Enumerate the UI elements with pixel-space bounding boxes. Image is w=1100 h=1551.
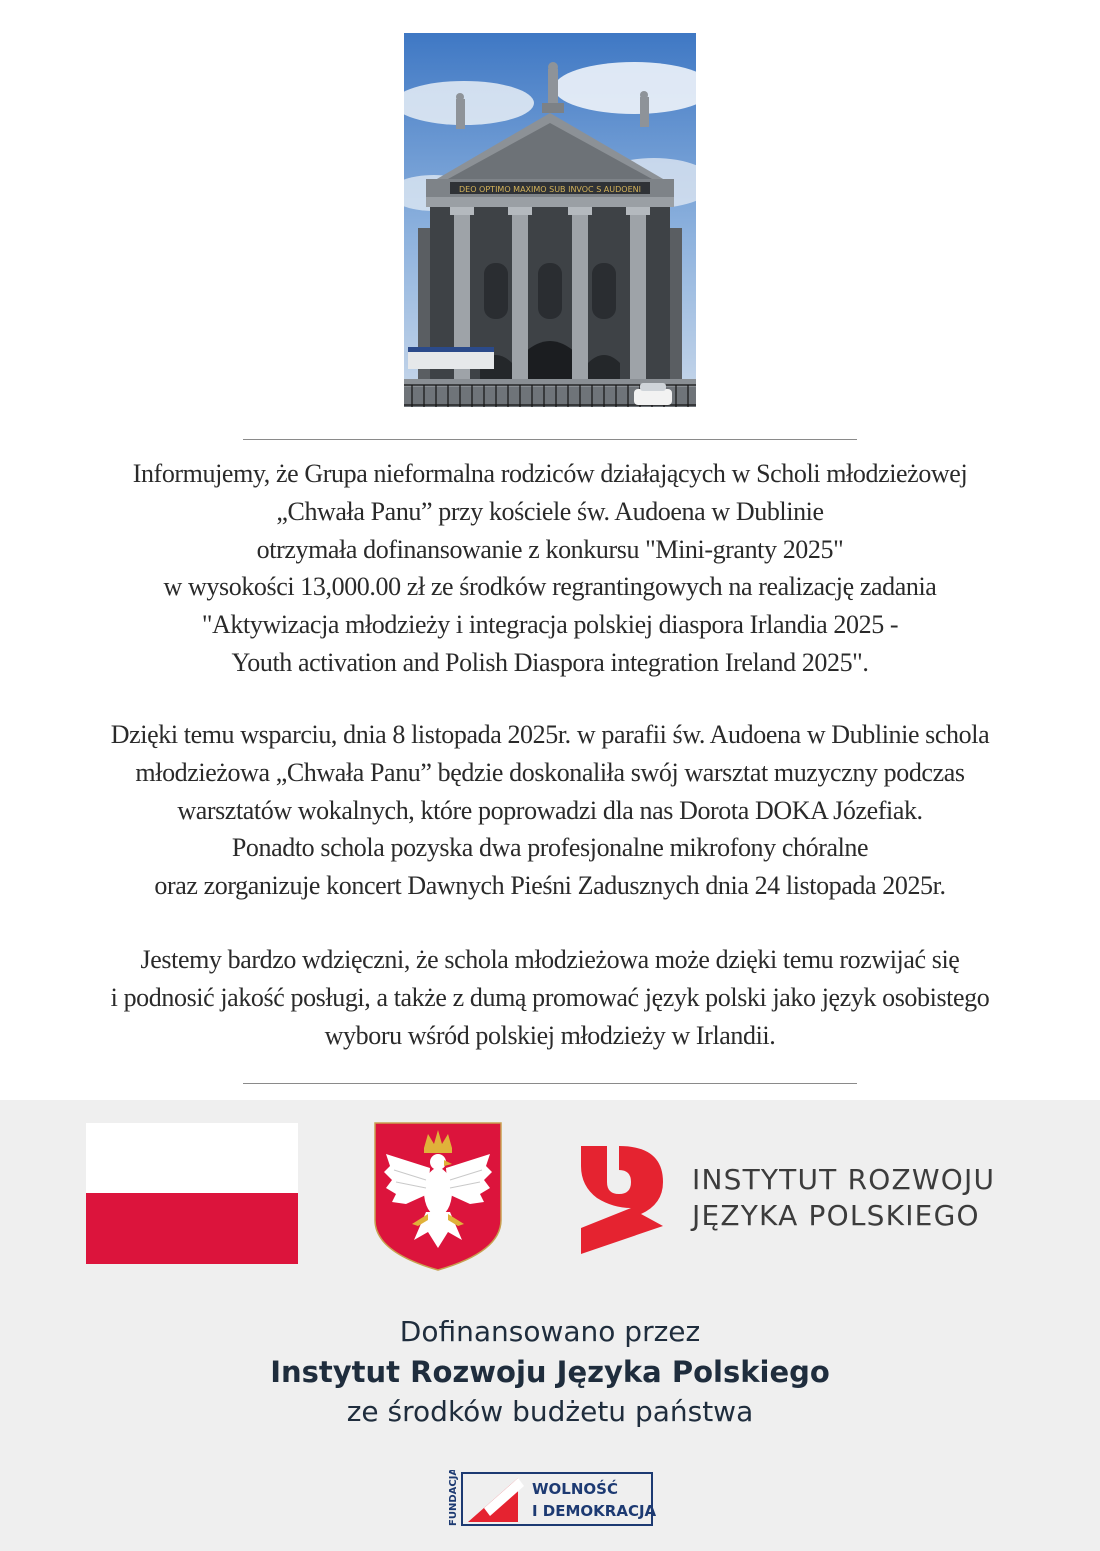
fundacja-wolnosc-logo bbox=[444, 1470, 656, 1528]
text-line: i podnosić jakość posługi, a także z dumą promować język polski jako język osobistego bbox=[110, 982, 990, 1012]
irjp-logo-text bbox=[692, 1162, 995, 1234]
text-line: Jestemy bardzo wdzięczni, że schola młodzieżowa może dzięki temu rozwijać się bbox=[140, 945, 960, 974]
text-line: „Chwała Panu” przy kościele św. Audoena w Dublinie bbox=[276, 496, 824, 526]
paragraph-grant-info bbox=[0, 455, 1100, 682]
funding-statement bbox=[0, 1312, 1100, 1432]
flag-red-stripe bbox=[86, 1193, 298, 1264]
text-line: Informujemy, że Grupa nieformalna rodziców działających w Scholi młodzieżowej bbox=[132, 459, 968, 488]
sponsor-footer bbox=[0, 1100, 1100, 1551]
fwd-line-1: WOLNOŚĆ bbox=[532, 1480, 618, 1498]
paragraph-activities bbox=[0, 716, 1100, 905]
paragraph-thanks bbox=[0, 941, 1100, 1054]
funding-line-2: Instytut Rozwoju Języka Polskiego bbox=[270, 1355, 830, 1389]
fwd-line-2: I DEMOKRACJA bbox=[532, 1502, 656, 1520]
church-inscription: DEO OPTIMO MAXIMO SUB INVOC S AUDOENI bbox=[459, 185, 641, 194]
polish-eagle-emblem bbox=[372, 1120, 504, 1273]
text-line: Youth activation and Polish Diaspora integration Ireland 2025". bbox=[231, 647, 869, 677]
text-line: młodzieżowa „Chwała Panu” będzie doskonaliła swój warsztat muzyczny podczas bbox=[135, 757, 965, 787]
text-line: warsztatów wokalnych, które poprowadzi dla nas Dorota DOKA Józefiak. bbox=[177, 795, 923, 825]
funding-line-1: Dofinansowano przez bbox=[399, 1315, 701, 1348]
divider-bottom bbox=[243, 1083, 857, 1084]
text-line: otrzymała dofinansowanie z konkursu "Mini-granty 2025" bbox=[256, 534, 844, 564]
text-line: Ponadto schola pozyska dwa profesjonalne mikrofony chóralne bbox=[231, 833, 869, 863]
divider-top bbox=[243, 439, 857, 440]
text-line: Dzięki temu wsparciu, dnia 8 listopada 2025r. w parafii św. Audoena w Dublinie schola bbox=[110, 720, 990, 749]
text-line: wyboru wśród polskiej młodzieży w Irlandii. bbox=[324, 1020, 776, 1050]
funding-line-3: ze środków budżetu państwa bbox=[346, 1395, 754, 1428]
polish-flag bbox=[86, 1123, 298, 1264]
text-line: oraz zorganizuje koncert Dawnych Pieśni Zadusznych dnia 24 listopada 2025r. bbox=[154, 871, 946, 901]
irjp-logo-icon bbox=[579, 1142, 669, 1254]
irjp-line-1: INSTYTUT ROZWOJU bbox=[692, 1163, 996, 1196]
fwd-vertical-label: FUNDACJA bbox=[448, 1470, 459, 1526]
church-photo bbox=[404, 33, 696, 407]
flag-white-stripe bbox=[86, 1123, 298, 1193]
text-line: "Aktywizacja młodzieży i integracja polskiej diaspora Irlandia 2025 - bbox=[201, 610, 899, 640]
text-line: w wysokości 13,000.00 zł ze środków regrantingowych na realizację zadania bbox=[163, 572, 937, 602]
irjp-line-2: JĘZYKA POLSKIEGO bbox=[692, 1199, 980, 1232]
